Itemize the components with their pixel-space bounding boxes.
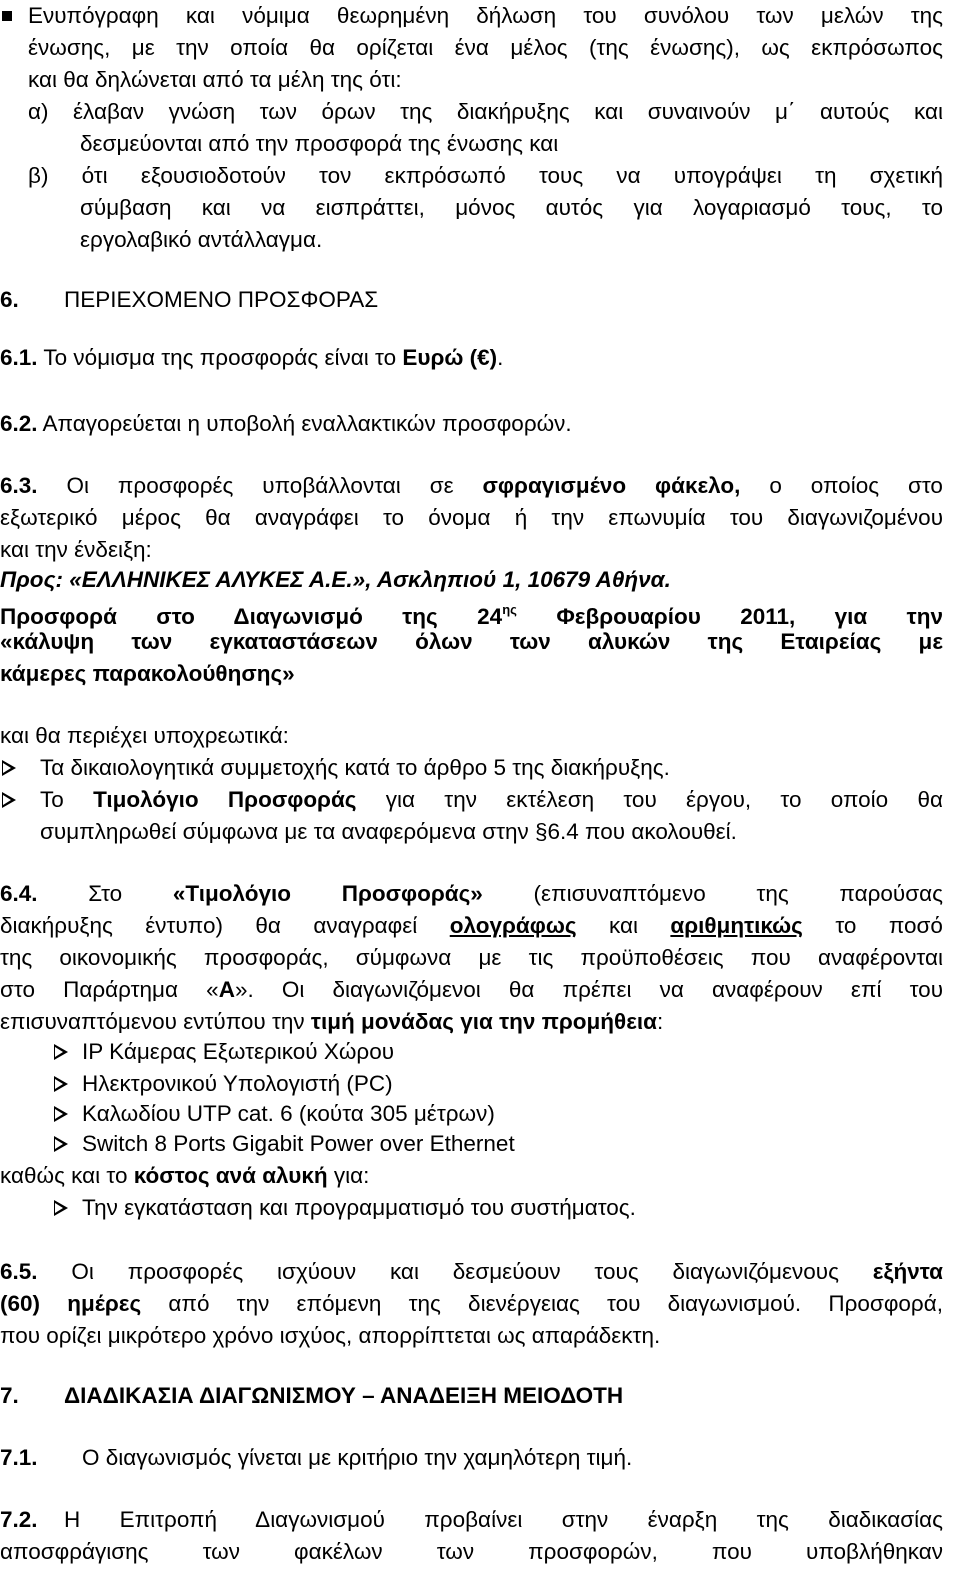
tender-subject-text: Προσφορά στο Διαγωνισμό της (0, 604, 438, 629)
clause-number: 7.1. (0, 1445, 38, 1470)
list-item-emphasis: Τιμολόγιο Προσφοράς (93, 787, 357, 812)
arrow-bullet-icon (52, 1098, 74, 1130)
clause-text: από την επόμενη της διενέργειας του διαγωνισμού. Προσφορά, (168, 1291, 943, 1316)
section-sign-icon: § (535, 819, 548, 844)
clause-6-4-line (0, 910, 943, 942)
clause-text: Οι προσφορές υποβάλλονται σε (66, 473, 454, 498)
clause-emphasis: σφραγισμένο φάκελο, (482, 473, 741, 498)
clause-text: καθώς και το (0, 1163, 128, 1188)
list-item-text: συμπληρωθεί σύμφωνα με τα αναφερόμενα στην (40, 819, 529, 844)
clause-6-4-line: της οικονομικής προσφοράς, σύμφωνα με τις προϋποθέσεις που αναφέρονται (0, 945, 943, 970)
clause-6-3-line: και θα περιέχει υποχρεωτικά: (0, 723, 289, 748)
clause-text: και (608, 913, 638, 938)
tender-subject-line: κάμερες παρακολούθησης» (0, 661, 295, 686)
clause-text: ». Οι διαγωνιζόμενοι θα πρέπει να αναφέρουν επί του (234, 977, 943, 1002)
intro-item-a-cont: δεσμεύονται από την προσφορά της ένωσης και (80, 131, 559, 156)
arrow-bullet-icon (52, 1128, 74, 1160)
list-item-text: Το (40, 787, 64, 812)
clause-6-3-line (0, 470, 943, 502)
clause-emphasis: (60) ημέρες (0, 1291, 142, 1316)
clause-emphasis: αριθμητικώς (670, 913, 803, 938)
tender-subject-text: Φεβρουαρίου 2011, για την (556, 604, 943, 629)
clause-text: ο οποίος στο (769, 473, 943, 498)
intro-item-b: β) ότι εξουσιοδοτούν τον εκπρόσωπό τους να υπογράψει τη σχετική (28, 163, 943, 188)
square-bullet-icon (0, 0, 22, 32)
clause-number: 6.2. (0, 411, 38, 436)
list-item-cont (40, 816, 737, 848)
intro-item-a: α) έλαβαν γνώση των όρων της διακήρυξης και συναινούν μ΄ αυτούς και (28, 99, 943, 124)
clause-number: 6.5. (0, 1259, 38, 1284)
section-number: 6. (0, 287, 19, 312)
clause-end: . (497, 345, 504, 370)
clause-text: (επισυναπτόμενο της παρούσας (533, 881, 943, 906)
clause-6-4-line (0, 878, 943, 910)
clause-text: διακήρυξης έντυπο) θα αναγραφεί (0, 913, 418, 938)
list-item: Switch 8 Ports Gigabit Power over Ethernet (82, 1131, 515, 1156)
clause-6-3-line: και την ένδειξη: (0, 537, 152, 562)
clause-text: Στο (88, 881, 123, 906)
annex-letter: Α (218, 977, 235, 1002)
clause-emphasis: τιμή μονάδας για την προμήθεια (310, 1009, 657, 1034)
clause-text: επισυναπτόμενου εντύπου την (0, 1009, 305, 1034)
clause-text: Απαγορεύεται η υποβολή εναλλακτικών προσφορών. (42, 411, 572, 436)
clause-number: 6.3. (0, 473, 38, 498)
intro-item-b-cont: σύμβαση και να εισπράττει, μόνος αυτός για λογαριασμό τους, το (80, 195, 943, 220)
clause-text: το ποσό (835, 913, 943, 938)
section-title: ΔΙΑΔΙΚΑΣΙΑ ΔΙΑΓΩΝΙΣΜΟΥ – ΑΝΑΔΕΙΞΗ ΜΕΙΟΔΟΤΗ (64, 1383, 624, 1408)
tender-subject-line (0, 594, 943, 629)
clause-6-5-line: που ορίζει μικρότερο χρόνο ισχύος, απορρίπτεται ως απαράδεκτη. (0, 1323, 661, 1348)
list-item: Καλωδίου UTP cat. 6 (κούτα 305 μέτρων) (82, 1101, 495, 1126)
clause-emphasis: εξήντα (872, 1259, 943, 1284)
clause-text: Το νόμισμα της προσφοράς είναι το (43, 345, 397, 370)
list-item: Την εγκατάσταση και προγραμματισμό του συστήματος. (82, 1195, 636, 1220)
clause-emphasis: «Τιμολόγιο Προσφοράς» (172, 881, 483, 906)
clause-6-1 (0, 342, 503, 374)
clause-6-4-line (0, 1160, 369, 1192)
clause-emphasis: κόστος ανά αλυκή (133, 1163, 328, 1188)
clause-6-4-line (0, 1006, 663, 1038)
clause-number: 6.1. (0, 345, 38, 370)
arrow-bullet-icon (52, 1036, 74, 1068)
arrow-bullet-icon (52, 1068, 74, 1100)
list-item: IP Κάμερας Εξωτερικού Χώρου (82, 1039, 395, 1064)
arrow-bullet-icon (0, 752, 22, 784)
intro-item-b-cont: εργολαβικό αντάλλαγμα. (80, 227, 323, 252)
clause-text: Η Επιτροπή Διαγωνισμού προβαίνει στην έναρξη της διαδικασίας (64, 1507, 943, 1532)
clause-6-2 (0, 408, 572, 440)
intro-line: ένωσης, με την οποία θα ορίζεται ένα μέλος (της ένωσης), ως εκπρόσωπος (28, 35, 943, 60)
clause-number: 7.2. (0, 1507, 38, 1532)
tender-day: 24 (477, 604, 503, 629)
tender-day-suffix: ης (502, 602, 517, 617)
clause-text: Ο διαγωνισμός γίνεται με κριτήριο την χαμηλότερη τιμή. (82, 1445, 633, 1470)
arrow-bullet-icon (0, 784, 22, 816)
clause-text: : (656, 1009, 664, 1034)
clause-text: για: (333, 1163, 370, 1188)
tender-subject-line: «κάλυψη των εγκαταστάσεων όλων των αλυκών της Εταιρείας με (0, 629, 943, 654)
list-item: Ηλεκτρονικού Υπολογιστή (PC) (82, 1071, 393, 1096)
clause-emphasis: ολογράφως (449, 913, 577, 938)
intro-line: και θα δηλώνεται από τα μέλη της ότι: (28, 67, 402, 92)
recipient-address: Προς: «ΕΛΛΗΝΙΚΕΣ ΑΛΥΚΕΣ Α.Ε.», Ασκληπιού 1, 10679 Αθήνα. (0, 567, 671, 592)
section-title: ΠΕΡΙΕΧΟΜΕΝΟ ΠΡΟΣΦΟΡΑΣ (64, 287, 379, 312)
list-item-text: 6.4 που ακολουθεί. (547, 819, 737, 844)
clause-6-3-line: εξωτερικό μέρος θα αναγράφει το όνομα ή την επωνυμία του διαγωνιζομένου (0, 505, 943, 530)
list-item-text: για την εκτέλεση του έργου, το οποίο θα (385, 787, 943, 812)
clause-6-4-line (0, 974, 943, 1006)
currency-text: Ευρώ (€) (402, 345, 498, 370)
list-item: Τα δικαιολογητικά συμμετοχής κατά το άρθρο 5 της διακήρυξης. (40, 755, 670, 780)
clause-6-5-line (0, 1288, 943, 1320)
clause-number: 6.4. (0, 881, 38, 906)
section-number: 7. (0, 1383, 19, 1408)
clause-text: αποσφράγισης των φακέλων των προσφορών, που υποβλήθηκαν (0, 1539, 943, 1564)
clause-text: στο Παράρτημα « (0, 977, 219, 1002)
list-item (40, 784, 943, 816)
clause-6-5-line (0, 1256, 943, 1288)
arrow-bullet-icon (52, 1192, 74, 1224)
clause-text: Οι προσφορές ισχύουν και δεσμεύουν τους διαγωνιζόμενους (71, 1259, 839, 1284)
intro-line: Ενυπόγραφη και νόμιμα θεωρημένη δήλωση του συνόλου των μελών της (28, 3, 943, 28)
